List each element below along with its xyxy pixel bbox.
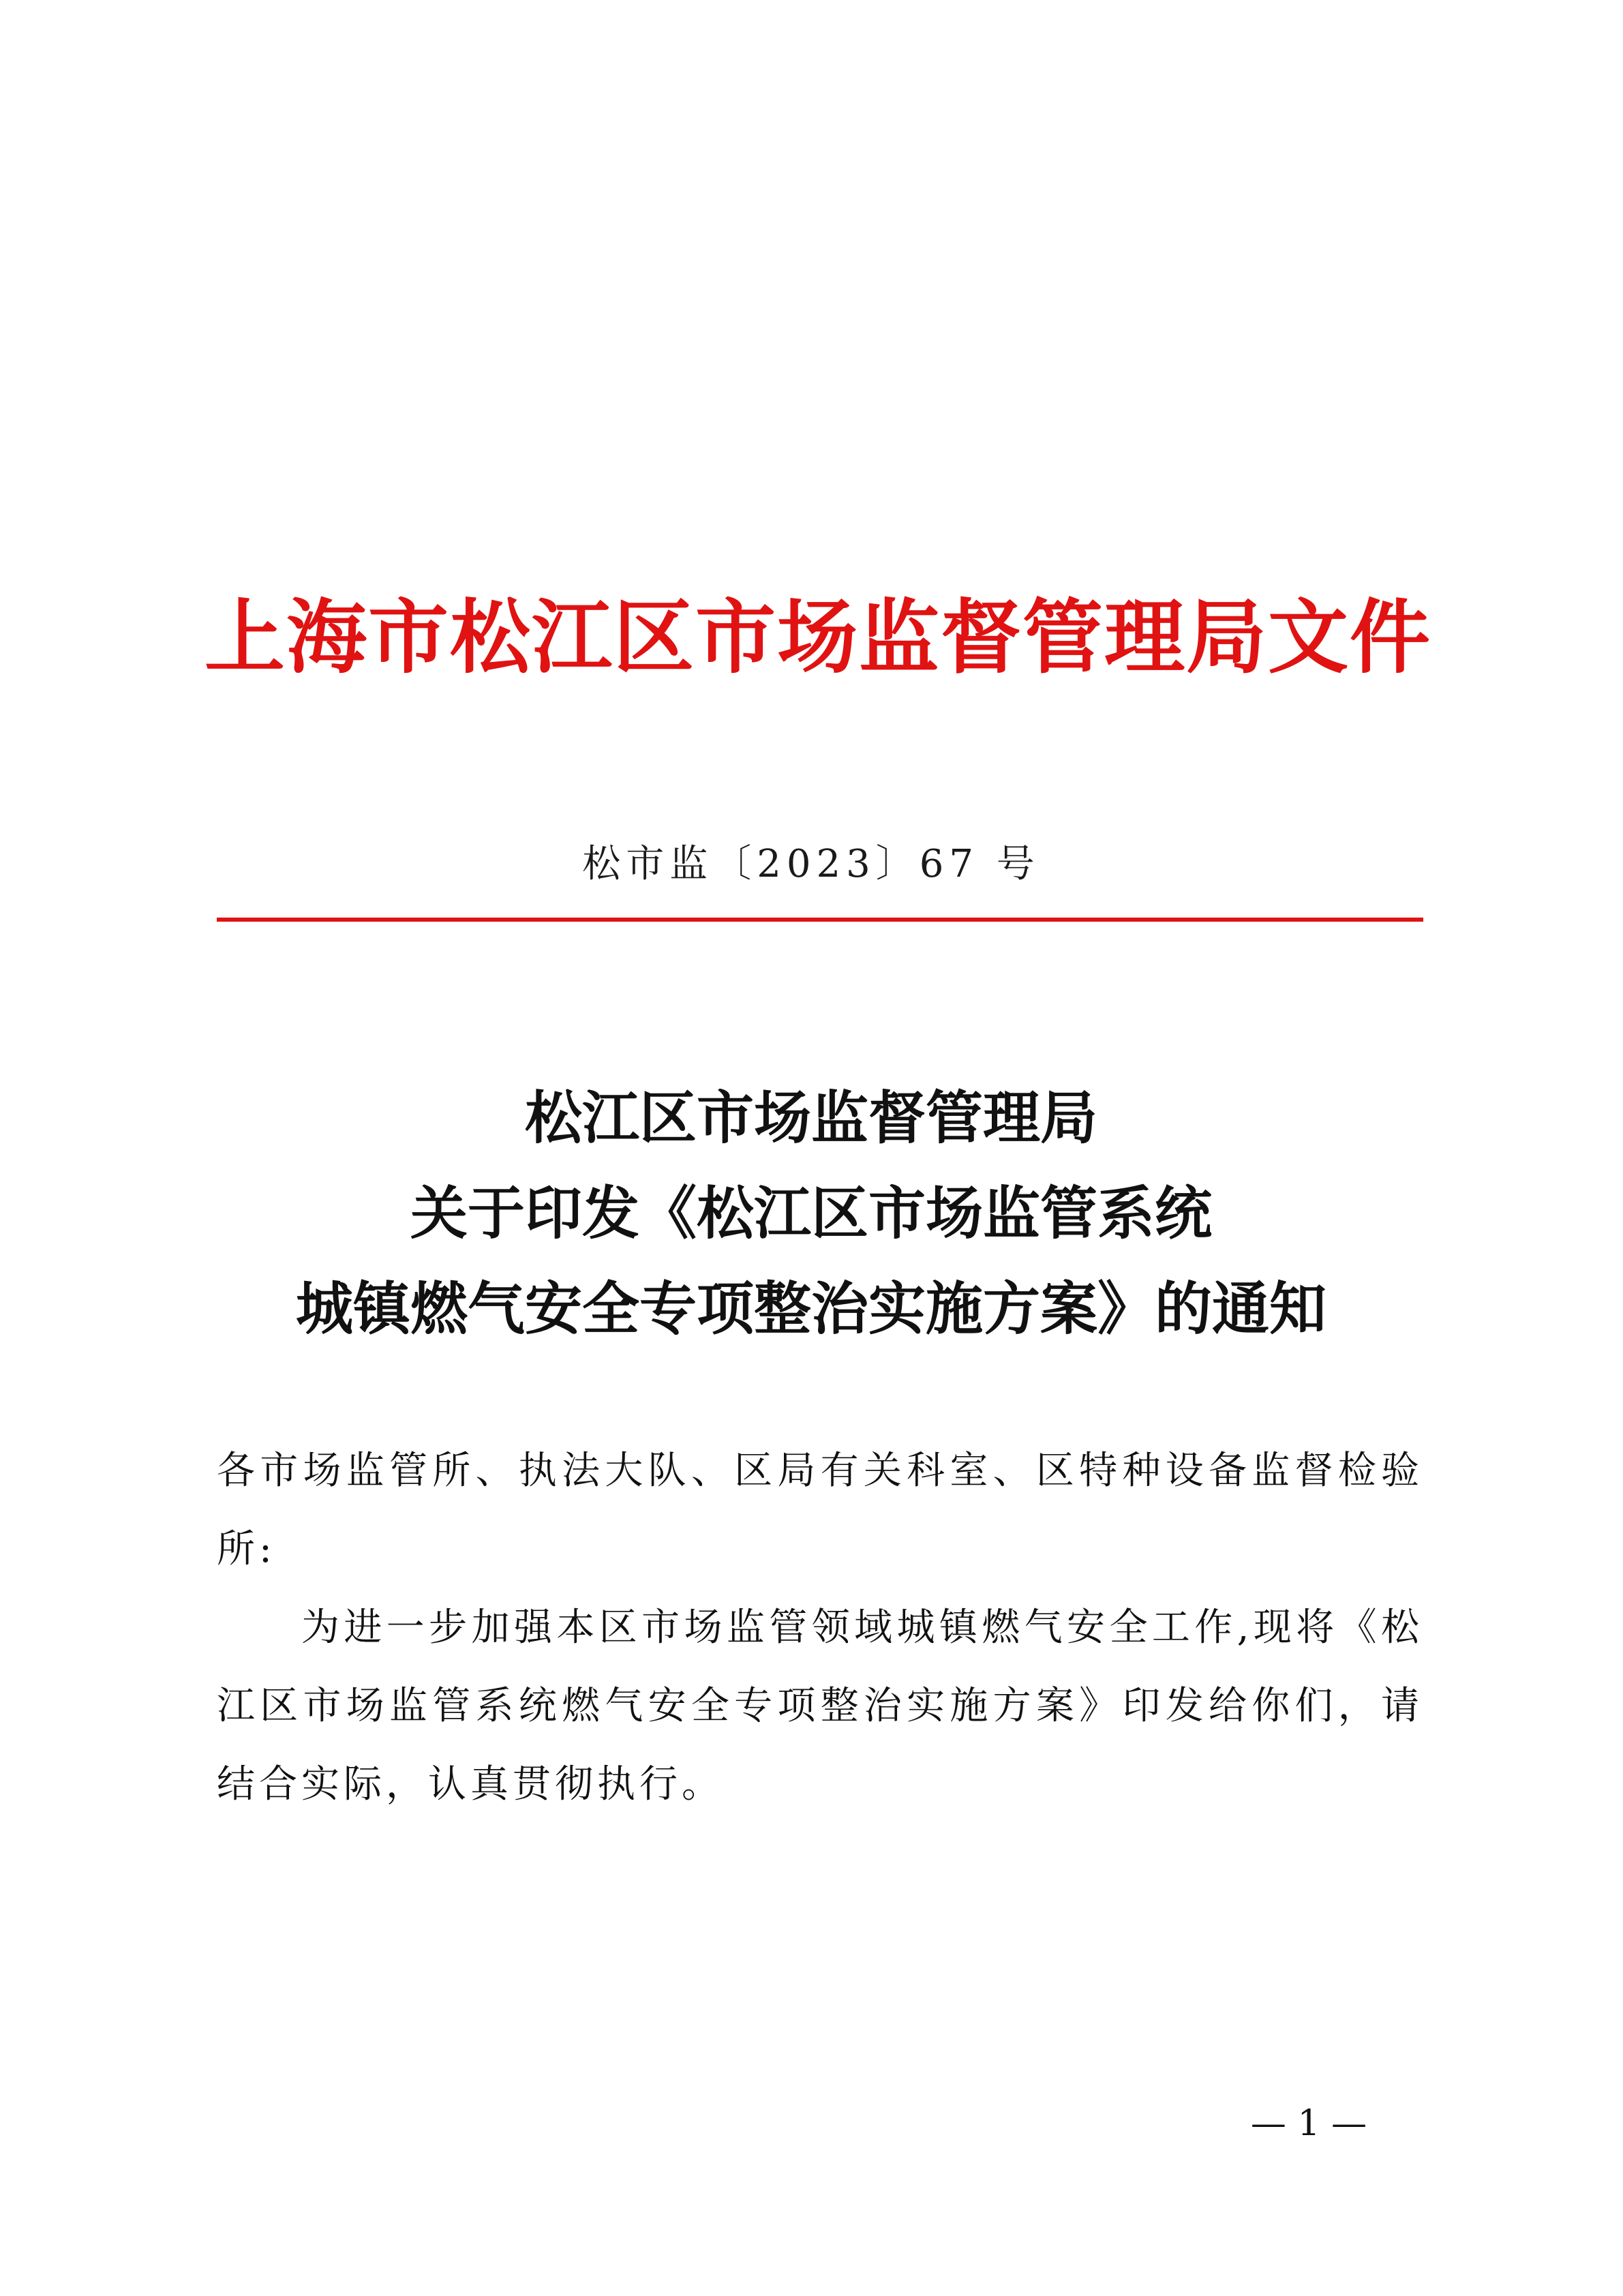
page-number: — 1 — — [1250, 2103, 1367, 2144]
masthead-title: 上海市松江区市场监督管理局文件 — [204, 590, 1432, 684]
document-body — [217, 1432, 1423, 1824]
salutation: 各市场监管所、执法大队、区局有关科室、区特种设备监督检验所: — [217, 1449, 1423, 1571]
document-title — [204, 1070, 1418, 1357]
red-separator-line — [217, 918, 1423, 922]
title-line-1: 松江区市场监督管理局 — [524, 1084, 1097, 1151]
body-paragraph: 为进一步加强本区市场监管领域城镇燃气安全工作,现将《松江区市场监管系统燃气安全专项整治实施方案》印发给你们，请结合实际，认真贯彻执行。 — [217, 1605, 1423, 1807]
title-line-3: 城镇燃气安全专项整治实施方案》的通知 — [295, 1275, 1326, 1342]
title-line-2: 关于印发《松江区市场监管系统 — [410, 1179, 1212, 1247]
document-number: 松市监〔2023〕67 号 — [582, 842, 1040, 886]
